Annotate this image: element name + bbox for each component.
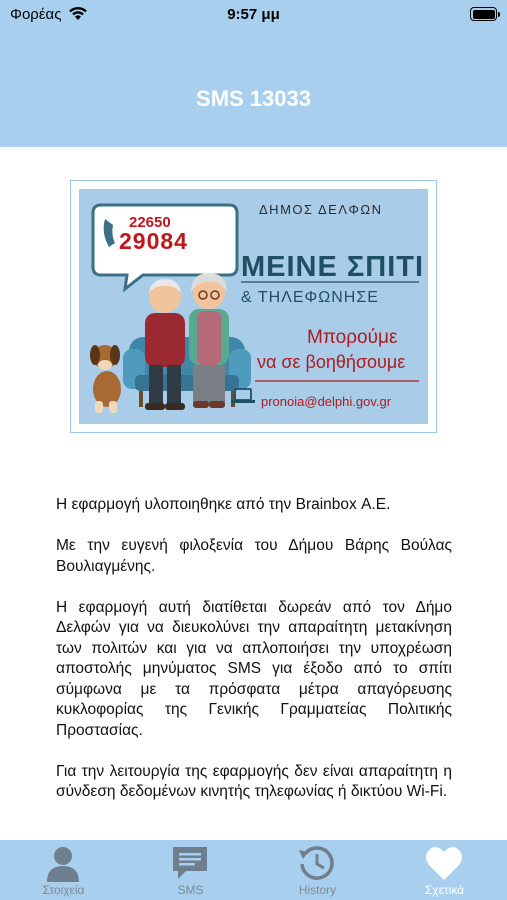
heart-icon — [424, 844, 464, 882]
page-title: SMS 13033 — [196, 86, 311, 111]
tab-bar — [0, 840, 507, 900]
about-paragraph: Με την ευγενή φιλοξενία του Δήμου Βάρης Βούλας Βουλιαγμένης. — [56, 537, 452, 575]
tab-label: Στοιχεία — [42, 883, 85, 897]
poster-help-line-2: να σε βοηθήσουμε — [257, 352, 406, 372]
tab-sms[interactable] — [127, 840, 254, 900]
about-paragraph: Για την λειτουργία της εφαρμογής δεν είναι απαραίτητη η σύνδεση δεδομένων κινητής τηλεφωνίας ή δικτύου Wi-Fi. — [56, 762, 452, 800]
tab-label: Σχετικά — [424, 883, 465, 897]
tab-details[interactable] — [0, 840, 127, 900]
clock: 9:57 μμ — [227, 6, 280, 23]
municipality-label: ΔΗΜΟΣ ΔΕΛΦΩΝ — [259, 202, 383, 217]
poster-phone-number: 29084 — [119, 228, 188, 254]
carrier-name: Φορέας — [10, 6, 62, 23]
about-paragraph: Η εφαρμογή αυτή διατίθεται δωρεάν από τον Δήμο Δελφών για να διευκολύνει την απαραίτητη μετακίνηση των πολιτών και για να απλοποιήσει την υποχρέωση αποστολής μηνύματος SMS για έξοδο από το σπίτι σύμφωνα με τα πρόσφατα μέτρα απαγόρευσης κυκλοφορίας της Γενικής Γραμματείας Πολιτικής Προστασίας. — [56, 598, 452, 739]
status-bar — [0, 0, 507, 30]
tab-label: History — [298, 883, 337, 897]
person-icon — [43, 844, 83, 882]
poster-help-line-1: Μπορούμε — [307, 327, 398, 348]
about-text — [56, 495, 452, 823]
message-icon — [170, 844, 210, 882]
poster-subheadline: & ΤΗΛΕΦΩΝΗΣΕ — [241, 289, 379, 306]
history-icon — [297, 844, 337, 882]
poster-headline: ΜΕΙΝΕ ΣΠΙΤΙ — [241, 251, 425, 283]
poster-image — [79, 189, 428, 424]
tab-label: SMS — [177, 883, 204, 897]
about-paragraph: Η εφαρμογή υλοποιηθηκε από την Brainbox Α.Ε. — [56, 496, 391, 513]
poster-phone-prefix: 22650 — [129, 214, 171, 231]
poster-email: pronoia@delphi.gov.gr — [261, 394, 392, 409]
battery-icon — [470, 7, 497, 21]
tab-about[interactable] — [381, 840, 507, 900]
navigation-bar — [0, 30, 507, 147]
tab-history[interactable] — [254, 840, 381, 900]
campaign-poster — [70, 180, 437, 433]
about-content[interactable] — [0, 147, 507, 840]
